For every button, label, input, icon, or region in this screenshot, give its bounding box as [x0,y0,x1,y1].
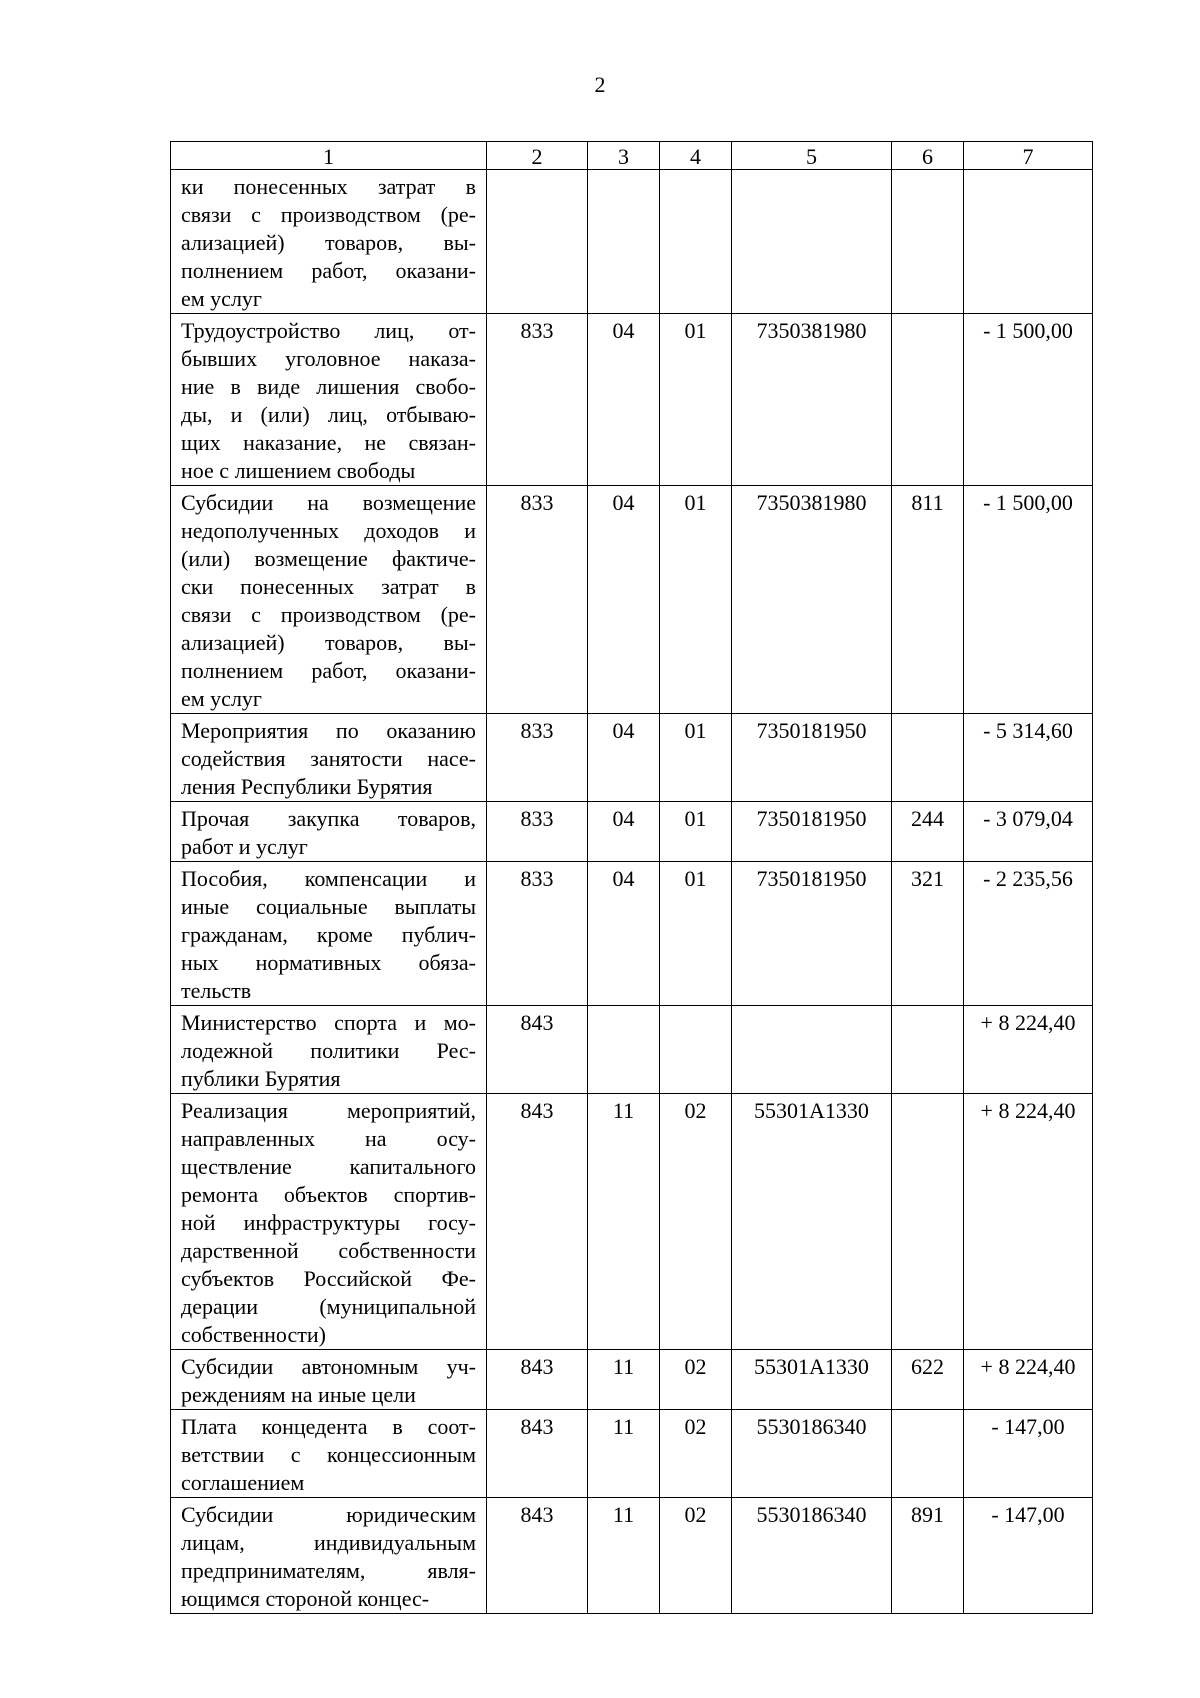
subsection-cell: 02 [660,1094,732,1350]
column-header: 7 [964,142,1093,170]
target-article-cell: 5530186340 [732,1410,892,1498]
amount-cell: + 8 224,40 [964,1006,1093,1094]
table-row [171,862,1093,1006]
section-cell: 11 [588,1350,660,1410]
item-name-cell [171,1094,487,1350]
table-row [171,170,1093,314]
section-cell: 04 [588,486,660,714]
column-header: 1 [171,142,487,170]
item-name-line: Трудоустройство лиц, от- [181,318,476,343]
table-row [171,1006,1093,1094]
admin-code-cell: 833 [487,314,588,486]
section-cell: 04 [588,802,660,862]
item-name-line: ной инфраструктуры госу- [181,1210,476,1235]
amount-cell: + 8 224,40 [964,1350,1093,1410]
item-name-line: субъектов Российской Фе- [181,1266,476,1291]
page-number: 2 [594,72,606,97]
item-name-line: Прочая закупка товаров, [181,806,476,831]
target-article-cell: 5530186340 [732,1498,892,1614]
section-cell: 11 [588,1410,660,1498]
amount-cell [964,170,1093,314]
admin-code-cell: 843 [487,1006,588,1094]
item-name-line: ды, и (или) лиц, отбываю- [181,402,476,427]
target-article-cell: 7350181950 [732,862,892,1006]
admin-code-cell [487,170,588,314]
target-article-cell: 55301A1330 [732,1094,892,1350]
item-name-line: ем услуг [181,286,262,311]
subsection-cell [660,1006,732,1094]
expense-type-cell [892,714,964,802]
subsection-cell: 02 [660,1498,732,1614]
expense-type-cell: 244 [892,802,964,862]
table-row [171,486,1093,714]
column-header: 6 [892,142,964,170]
amount-cell: - 5 314,60 [964,714,1093,802]
item-name-line: публики Бурятия [181,1066,341,1091]
section-cell: 04 [588,314,660,486]
item-name-line: тельств [181,978,252,1003]
expense-type-cell: 811 [892,486,964,714]
item-name-line: ления Республики Бурятия [181,774,433,799]
item-name-line: лицам, индивидуальным [181,1530,476,1555]
target-article-cell: 7350181950 [732,714,892,802]
table-row [171,1410,1093,1498]
expense-type-cell [892,1006,964,1094]
item-name-cell [171,1350,487,1410]
item-name-line: предпринимателям, явля- [181,1558,476,1583]
item-name-line: ющимся стороной концес- [181,1586,430,1611]
expense-type-cell [892,314,964,486]
item-name-line: Министерство спорта и мо- [181,1010,476,1035]
item-name-line: ем услуг [181,686,262,711]
section-cell: 11 [588,1498,660,1614]
admin-code-cell: 833 [487,862,588,1006]
table-row [171,314,1093,486]
table-body [171,170,1093,1614]
admin-code-cell: 833 [487,714,588,802]
item-name-line: Субсидии юридическим [181,1502,476,1527]
target-article-cell: 7350381980 [732,314,892,486]
subsection-cell [660,170,732,314]
item-name-line: Реализация мероприятий, [181,1098,476,1123]
subsection-cell: 01 [660,314,732,486]
section-cell [588,1006,660,1094]
section-cell [588,170,660,314]
item-name-cell [171,170,487,314]
item-name-line: Мероприятия по оказанию [181,718,476,743]
item-name-line: ное с лишением свободы [181,458,416,483]
amount-cell: + 8 224,40 [964,1094,1093,1350]
item-name-line: лодежной политики Рес- [181,1038,476,1063]
section-cell: 04 [588,714,660,802]
admin-code-cell: 843 [487,1094,588,1350]
subsection-cell: 01 [660,714,732,802]
item-name-line: собственности) [181,1322,326,1347]
item-name-line: бывших уголовное наказа- [181,346,476,371]
admin-code-cell: 833 [487,802,588,862]
target-article-cell: 55301A1330 [732,1350,892,1410]
target-article-cell: 7350381980 [732,486,892,714]
item-name-line: реждениям на иные цели [181,1382,416,1407]
item-name-line: Плата концедента в соот- [181,1414,476,1439]
column-header: 3 [588,142,660,170]
amount-cell: - 1 500,00 [964,486,1093,714]
table-row [171,1498,1093,1614]
item-name-line: иные социальные выплаты [181,894,476,919]
item-name-line: содействия занятости насе- [181,746,476,771]
item-name-line: (или) возмещение фактиче- [181,546,476,571]
item-name-line: гражданам, кроме публич- [181,922,476,947]
amount-cell: - 147,00 [964,1410,1093,1498]
table-row [171,802,1093,862]
expense-type-cell [892,1410,964,1498]
item-name-line: связи с производством (ре- [181,202,476,227]
amount-cell: - 2 235,56 [964,862,1093,1006]
expense-type-cell: 891 [892,1498,964,1614]
item-name-line: ние в виде лишения свобо- [181,374,476,399]
item-name-line: ных нормативных обяза- [181,950,476,975]
subsection-cell: 02 [660,1350,732,1410]
expense-type-cell [892,1094,964,1350]
item-name-line: недополученных доходов и [181,518,476,543]
item-name-cell [171,802,487,862]
item-name-line: Субсидии на возмещение [181,490,476,515]
admin-code-cell: 843 [487,1410,588,1498]
item-name-cell [171,486,487,714]
table-row [171,714,1093,802]
expense-type-cell: 622 [892,1350,964,1410]
item-name-cell [171,1498,487,1614]
item-name-line: ремонта объектов спортив- [181,1182,476,1207]
table-row [171,1350,1093,1410]
section-cell: 11 [588,1094,660,1350]
item-name-cell [171,862,487,1006]
table-header-row [171,142,1093,170]
subsection-cell: 01 [660,862,732,1006]
amount-cell: - 3 079,04 [964,802,1093,862]
item-name-line: соглашением [181,1470,305,1495]
expense-type-cell: 321 [892,862,964,1006]
item-name-line: ки понесенных затрат в [181,174,476,199]
column-header: 5 [732,142,892,170]
item-name-line: ализацией) товаров, вы- [181,230,476,255]
section-cell: 04 [588,862,660,1006]
item-name-line: дарственной собственности [181,1238,476,1263]
target-article-cell [732,1006,892,1094]
item-name-line: ски понесенных затрат в [181,574,476,599]
item-name-line: Субсидии автономным уч- [181,1354,476,1379]
admin-code-cell: 843 [487,1498,588,1614]
subsection-cell: 01 [660,486,732,714]
budget-table [170,141,1093,1614]
admin-code-cell: 833 [487,486,588,714]
column-header: 4 [660,142,732,170]
item-name-line: ветствии с концессионным [181,1442,476,1467]
item-name-line: работ и услуг [181,834,308,859]
item-name-line: полнением работ, оказани- [181,658,476,683]
subsection-cell: 02 [660,1410,732,1498]
amount-cell: - 147,00 [964,1498,1093,1614]
target-article-cell [732,170,892,314]
item-name-line: ществление капитального [181,1154,476,1179]
expense-type-cell [892,170,964,314]
item-name-line: связи с производством (ре- [181,602,476,627]
item-name-line: ализацией) товаров, вы- [181,630,476,655]
item-name-line: дерации (муниципальной [181,1294,476,1319]
item-name-cell [171,714,487,802]
item-name-line: Пособия, компенсации и [181,866,476,891]
table-row [171,1094,1093,1350]
admin-code-cell: 843 [487,1350,588,1410]
item-name-line: щих наказание, не связан- [181,430,476,455]
subsection-cell: 01 [660,802,732,862]
target-article-cell: 7350181950 [732,802,892,862]
item-name-line: полнением работ, оказани- [181,258,476,283]
item-name-cell [171,314,487,486]
amount-cell: - 1 500,00 [964,314,1093,486]
item-name-cell [171,1410,487,1498]
item-name-line: направленных на осу- [181,1126,476,1151]
column-header: 2 [487,142,588,170]
item-name-cell [171,1006,487,1094]
